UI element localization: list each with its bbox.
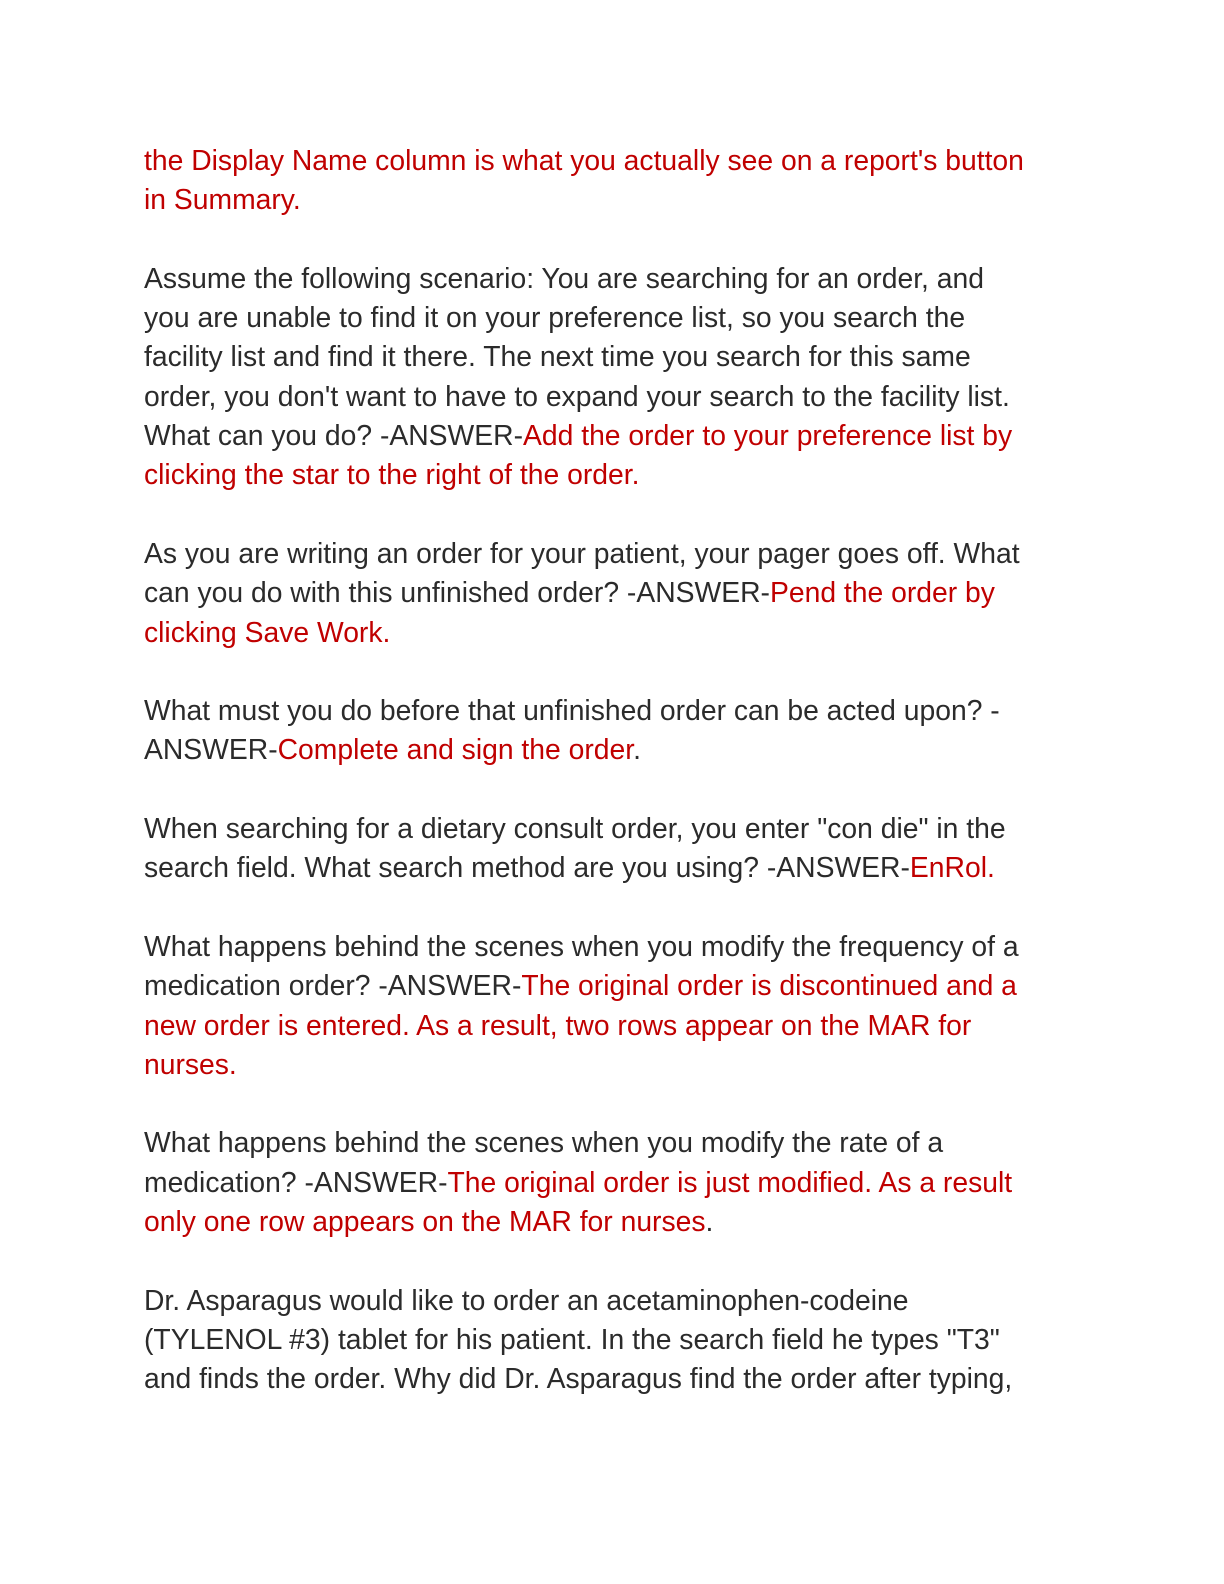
question-text: can you do with this unfinished order? -ANSWER- [144, 576, 770, 609]
question-text: (TYLENOL #3) tablet for his patient. In the search field he types "T3" [144, 1322, 1000, 1355]
text-line [144, 141, 1084, 180]
answer-text: only one row appears on the MAR for nurses [144, 1205, 706, 1238]
text-line [144, 1359, 1084, 1398]
qa-paragraph [144, 259, 1084, 495]
text-line [144, 1123, 1084, 1162]
text-line [144, 848, 1084, 887]
text-line [144, 573, 1084, 612]
question-text: . [705, 1205, 714, 1238]
text-line [144, 691, 1084, 730]
question-text: medication? -ANSWER- [144, 1165, 448, 1198]
question-text: What can you do? -ANSWER- [144, 419, 523, 452]
answer-text: The original order is just modified. As a result [447, 1165, 1013, 1198]
text-line [144, 1320, 1084, 1359]
qa-paragraph [144, 691, 1084, 770]
text-line [144, 1163, 1084, 1202]
qa-paragraph [144, 927, 1084, 1084]
qa-paragraph [144, 809, 1084, 888]
text-line [144, 377, 1084, 416]
answer-text: the Display Name column is what you actually see on a report's button [144, 144, 1024, 176]
question-text: Dr. Asparagus would like to order an acetaminophen-codeine [144, 1283, 909, 1316]
document-page [144, 141, 1084, 1438]
question-text: you are unable to find it on your preference list, so you search the [144, 301, 966, 334]
question-text: and finds the order. Why did Dr. Asparagus find the order after typing, [144, 1362, 1013, 1395]
qa-paragraph [144, 141, 1084, 220]
text-line [144, 1202, 1084, 1241]
qa-paragraph [144, 534, 1084, 652]
text-line [144, 534, 1084, 573]
question-text: facility list and find it there. The next time you search for this same [144, 340, 971, 373]
text-line [144, 298, 1084, 337]
text-line [144, 613, 1084, 652]
question-text: What must you do before that unfinished order can be acted upon? - [144, 694, 1000, 727]
question-text: What happens behind the scenes when you modify the rate of a [144, 1126, 944, 1159]
answer-text: nurses. [144, 1047, 237, 1080]
text-line [144, 809, 1084, 848]
answer-text: Add the order to your preference list by [523, 419, 1013, 452]
text-line [144, 1045, 1084, 1084]
question-text: order, you don't want to have to expand your search to the facility list. [144, 379, 1010, 412]
question-text: When searching for a dietary consult order, you enter "con die" in the [144, 812, 1006, 845]
text-line [144, 455, 1084, 494]
text-line [144, 337, 1084, 376]
text-line [144, 259, 1084, 298]
answer-text: Complete and sign the order [277, 733, 634, 766]
text-line [144, 1281, 1084, 1320]
question-text: medication order? -ANSWER- [144, 969, 522, 1002]
question-text: Assume the following scenario: You are searching for an order, and [144, 261, 984, 294]
question-text: What happens behind the scenes when you modify the frequency of a [144, 929, 1019, 962]
answer-text: The original order is discontinued and a [521, 969, 1017, 1002]
qa-paragraph [144, 1281, 1084, 1399]
answer-text: new order is entered. As a result, two rows appear on the MAR for [144, 1008, 972, 1041]
text-line [144, 180, 1084, 219]
text-line [144, 966, 1084, 1005]
answer-text: in Summary. [144, 183, 301, 216]
answer-text: clicking Save Work. [144, 615, 391, 648]
question-text: . [633, 733, 642, 766]
qa-paragraph [144, 1123, 1084, 1241]
question-text: ANSWER- [144, 733, 278, 766]
answer-text: clicking the star to the right of the order. [144, 458, 640, 491]
text-line [144, 416, 1084, 455]
text-line [144, 927, 1084, 966]
question-text: As you are writing an order for your patient, your pager goes off. What [144, 536, 1020, 569]
answer-text: Pend the order by [769, 576, 995, 609]
question-text: search field. What search method are you using? -ANSWER- [144, 851, 910, 884]
text-line [144, 1006, 1084, 1045]
answer-text: EnRol. [909, 851, 995, 884]
text-line [144, 730, 1084, 769]
